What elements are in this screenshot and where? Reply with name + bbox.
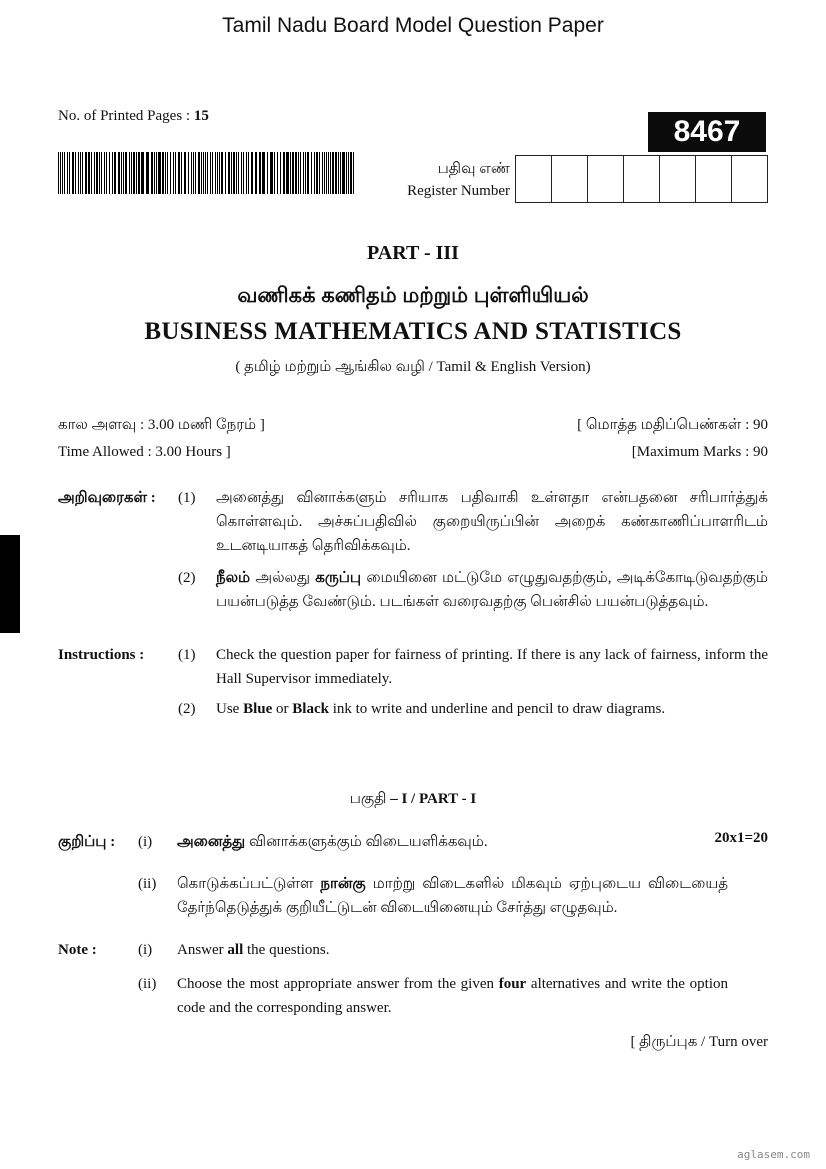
- time-allowed-tamil: கால அளவு : 3.00 மணி நேரம் ]: [58, 417, 265, 433]
- barcode-bar: [324, 152, 325, 194]
- barcode-bar: [191, 152, 192, 194]
- barcode-bar: [316, 152, 318, 194]
- barcode-bar: [328, 152, 329, 194]
- barcode-bar: [167, 152, 168, 194]
- register-label-tamil: பதிவு எண்: [437, 161, 510, 177]
- instruction-english-2-number: (2): [178, 701, 196, 717]
- barcode-bar: [131, 152, 132, 194]
- time-allowed-english: Time Allowed : 3.00 Hours ]: [58, 444, 231, 460]
- register-digit-box[interactable]: [551, 156, 587, 202]
- barcode-bar: [314, 152, 315, 194]
- register-digit-box[interactable]: [695, 156, 731, 202]
- instruction-english-2-text: [216, 697, 768, 721]
- barcode-bar: [94, 152, 95, 194]
- version-note: ( தமிழ் மற்றும் ஆங்கில வழி / Tamil & English Version): [235, 359, 591, 375]
- barcode-bar: [188, 152, 189, 194]
- barcode-bar: [162, 152, 164, 194]
- barcode-bar: [64, 152, 65, 194]
- black-word-tamil: கருப்பு: [315, 570, 362, 586]
- barcode-bar: [141, 152, 144, 194]
- barcode-bar: [181, 152, 182, 194]
- barcode-bar: [106, 152, 107, 194]
- note-tamil-i-text: [177, 830, 488, 854]
- paper-code: 8467: [648, 112, 766, 152]
- barcode-bar: [340, 152, 341, 194]
- barcode-bar: [311, 152, 312, 194]
- note-english-ii-number: (ii): [138, 976, 157, 992]
- barcode-bar: [203, 152, 204, 194]
- barcode-bar: [91, 152, 92, 194]
- barcode-bar: [274, 152, 275, 194]
- barcode-bar: [109, 152, 110, 194]
- barcode-bar: [307, 152, 309, 194]
- barcode-bar: [277, 152, 278, 194]
- barcode-bar: [114, 152, 116, 194]
- register-number-grid[interactable]: [515, 155, 768, 203]
- barcode-bar: [207, 152, 208, 194]
- subject-title-english: BUSINESS MATHEMATICS AND STATISTICS: [144, 318, 682, 345]
- note-english-i-number: (i): [138, 942, 153, 958]
- barcode-bar: [233, 152, 235, 194]
- part-one-heading: [0, 790, 826, 809]
- barcode-bar: [210, 152, 211, 194]
- instruction-english-2-rest: ink to write and underline and pencil to draw diagrams.: [328, 701, 666, 717]
- note-english-i-text: [177, 938, 330, 962]
- barcode-bar: [217, 152, 218, 194]
- barcode-bar: [118, 152, 120, 194]
- printed-pages-value: 15: [193, 108, 209, 124]
- barcode-bar: [96, 152, 98, 194]
- barcode-bar: [212, 152, 213, 194]
- barcode-bar: [62, 152, 63, 194]
- four-word: four: [498, 976, 527, 992]
- barcode-bar: [225, 152, 226, 194]
- part-title: PART - III: [367, 242, 459, 264]
- barcode-bar: [69, 152, 70, 194]
- barcode-bar: [129, 152, 130, 194]
- barcode-bar: [80, 152, 81, 194]
- barcode-bar: [246, 152, 247, 194]
- barcode-bar: [205, 152, 206, 194]
- barcode-bar: [221, 152, 223, 194]
- barcode-bar: [195, 152, 196, 194]
- barcode-bar: [219, 152, 220, 194]
- note-tamil-ii-pre: கொடுக்கப்பட்டுள்ள: [177, 876, 321, 892]
- barcode-bar: [326, 152, 327, 194]
- barcode-bar: [123, 152, 124, 194]
- barcode-bar: [283, 152, 285, 194]
- note-tamil-ii-number: (ii): [138, 876, 157, 892]
- black-word: Black: [292, 701, 329, 717]
- barcode-bar: [300, 152, 301, 194]
- barcode-bar: [151, 152, 153, 194]
- instructions-label-tamil: அறிவுரைகள் :: [58, 490, 156, 506]
- barcode-bar: [198, 152, 200, 194]
- barcode-bar: [262, 152, 265, 194]
- blue-word: Blue: [243, 701, 273, 717]
- barcode-bar: [330, 152, 331, 194]
- register-digit-box[interactable]: [731, 156, 767, 202]
- watermark: aglasem.com: [737, 1148, 810, 1161]
- or-word-tamil: அல்லது: [250, 570, 316, 586]
- side-marker-bar: [0, 535, 20, 633]
- register-digit-box[interactable]: [587, 156, 623, 202]
- four-word-tamil: நான்கு: [320, 876, 366, 892]
- barcode-bar: [138, 152, 140, 194]
- barcode-bar: [75, 152, 76, 194]
- barcode-bar: [286, 152, 289, 194]
- barcode-bar: [353, 152, 354, 194]
- barcode-bar: [201, 152, 202, 194]
- barcode-bar: [322, 152, 323, 194]
- barcode-bar: [154, 152, 155, 194]
- barcode-bar: [133, 152, 135, 194]
- part-one-heading-tamil: பகுதி: [349, 791, 387, 807]
- barcode-bar: [72, 152, 74, 194]
- barcode-bar: [101, 152, 102, 194]
- barcode-bar: [193, 152, 194, 194]
- barcode-bar: [270, 152, 273, 194]
- barcode-bar: [303, 152, 304, 194]
- instruction-english-1-text: Check the question paper for fairness of printing. If there is any lack of fairness, inform the Hall Supervisor immediately.: [216, 647, 768, 687]
- turn-over-note: [ திருப்புக / Turn over: [630, 1034, 768, 1050]
- barcode-bar: [125, 152, 127, 194]
- marks-scheme: 20x1=20: [714, 830, 768, 846]
- barcode-bar: [295, 152, 297, 194]
- barcode-bar: [175, 152, 176, 194]
- note-english-ii-rest: alternatives and write the option code and the corresponding answer.: [177, 976, 728, 1016]
- part-one-heading-rest: – I / PART - I: [386, 791, 477, 807]
- register-labels: [378, 158, 510, 202]
- barcode-bar: [348, 152, 349, 194]
- note-tamil-i-rest: வினாக்களுக்கும் விடையளிக்கவும்.: [245, 834, 488, 850]
- barcode-bar: [255, 152, 257, 194]
- barcode-bar: [88, 152, 90, 194]
- instruction-english-1-number: (1): [178, 647, 196, 663]
- barcode-bar: [60, 152, 61, 194]
- all-word-tamil: அனைத்து: [177, 834, 246, 850]
- register-digit-box[interactable]: [623, 156, 659, 202]
- barcode-bar: [350, 152, 352, 194]
- max-marks-english: [Maximum Marks : 90: [631, 444, 768, 460]
- barcode-bar: [243, 152, 244, 194]
- barcode-bar: [104, 152, 105, 194]
- site-header: Tamil Nadu Board Model Question Paper: [222, 14, 604, 37]
- barcode-bar: [305, 152, 306, 194]
- barcode-bar: [178, 152, 180, 194]
- barcode-bar: [215, 152, 216, 194]
- instruction-tamil-2-text: [216, 566, 768, 614]
- barcode-bar: [342, 152, 345, 194]
- barcode-bar: [231, 152, 232, 194]
- or-word: or: [272, 701, 293, 717]
- register-label-english: Register Number: [407, 183, 510, 199]
- note-english-i-pre: Answer: [177, 942, 228, 958]
- subject-title-tamil: வணிகக் கணிதம் மற்றும் புள்ளியியல்: [237, 284, 589, 307]
- barcode-bar: [67, 152, 68, 194]
- barcode-bar: [248, 152, 249, 194]
- barcode-bar: [99, 152, 100, 194]
- note-label-tamil: குறிப்பு :: [58, 834, 116, 850]
- note-tamil-ii-text: [177, 872, 728, 920]
- max-marks-tamil: [ மொத்த மதிப்பெண்கள் : 90: [577, 417, 768, 433]
- barcode-bar: [58, 152, 59, 194]
- instruction-tamil-1-text: அனைத்து வினாக்களும் சரியாக பதிவாகி உள்ளதா என்பதனை சரிபார்த்துக் கொள்ளவும். அச்சுப்பதிவில் குறையிருப்பின் அறைக் கண்காணிப்பாளரிடம் உடனடியாகத் தெரிவிக்கவும்.: [216, 490, 768, 554]
- barcode-bar: [156, 152, 157, 194]
- barcode-bar: [280, 152, 281, 194]
- barcode-bar: [298, 152, 299, 194]
- barcode-bar: [165, 152, 166, 194]
- barcode-bar: [112, 152, 113, 194]
- barcode-bar: [338, 152, 339, 194]
- barcode-bar: [184, 152, 186, 194]
- barcode-bar: [158, 152, 161, 194]
- barcode-bar: [170, 152, 171, 194]
- instruction-tamil-2-rest: மையினை மட்டுமே எழுதுவதற்கும், அடிக்கோடிடுவதற்கும் பயன்படுத்த வேண்டும். படங்கள் வரைவதற்கு பென்சில் பயன்படுத்தவும்.: [216, 570, 768, 610]
- barcode-bar: [78, 152, 79, 194]
- instruction-tamil-1-number: (1): [178, 490, 196, 506]
- barcode-bar: [290, 152, 291, 194]
- barcode-bar: [85, 152, 87, 194]
- note-tamil-i-number: (i): [138, 834, 153, 850]
- instructions-label-english: Instructions :: [58, 647, 145, 663]
- barcode-bar: [335, 152, 337, 194]
- register-digit-box[interactable]: [659, 156, 695, 202]
- note-english-ii-pre: Choose the most appropriate answer from the given: [177, 976, 499, 992]
- barcode-bar: [292, 152, 294, 194]
- barcode-bar: [238, 152, 239, 194]
- blue-word-tamil: நீலம்: [216, 570, 251, 586]
- note-label-english: Note :: [58, 942, 97, 958]
- barcode-bar: [259, 152, 261, 194]
- barcode-bar: [267, 152, 268, 194]
- barcode-bar: [236, 152, 237, 194]
- barcode-graphic: [58, 152, 354, 194]
- barcode-bar: [173, 152, 174, 194]
- barcode-bar: [146, 152, 149, 194]
- barcode-bar: [332, 152, 334, 194]
- note-english-i-rest: the questions.: [243, 942, 330, 958]
- barcode-bar: [319, 152, 320, 194]
- barcode-bar: [241, 152, 242, 194]
- printed-pages: [58, 108, 209, 125]
- note-english-ii-text: [177, 972, 728, 1020]
- barcode-bar: [121, 152, 122, 194]
- barcode-bar: [228, 152, 230, 194]
- barcode-bar: [82, 152, 83, 194]
- use-word: Use: [216, 701, 244, 717]
- note-tamil-ii-rest: மாற்று விடைகளில் மிகவும் ஏற்புடைய விடையைத் தேர்ந்தெடுத்துக் குறியீட்டுடன் விடையினையும் சேர்த்து எழுதவும்.: [177, 876, 728, 916]
- register-digit-box[interactable]: [516, 156, 551, 202]
- printed-pages-label: No. of Printed Pages :: [58, 108, 194, 124]
- barcode-bar: [251, 152, 253, 194]
- all-word: all: [227, 942, 244, 958]
- barcode-bar: [346, 152, 347, 194]
- instruction-tamil-2-number: (2): [178, 570, 196, 586]
- barcode-bar: [136, 152, 137, 194]
